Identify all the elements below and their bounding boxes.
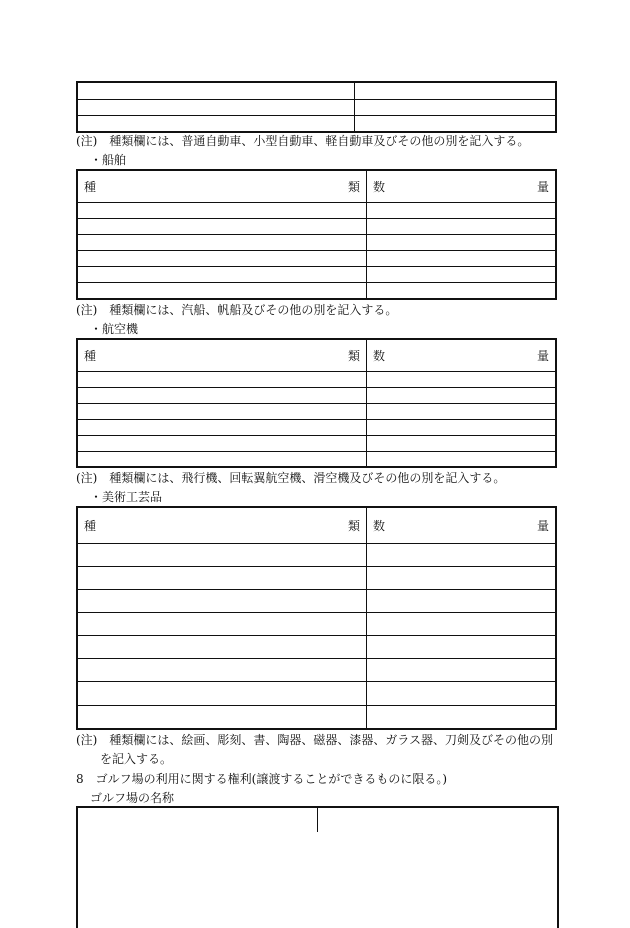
table-row: [77, 218, 556, 234]
golf-name-divider: [317, 808, 318, 832]
table-cell: [77, 387, 367, 403]
ships-note: (注) 種類欄には、汽船、帆船及びその他の別を記入する。: [76, 303, 398, 317]
table-cell: [367, 218, 557, 234]
kind-header: 種 類: [77, 170, 367, 202]
table-row: [77, 681, 556, 705]
table-cell: [77, 234, 367, 250]
table-row: [77, 234, 556, 250]
table-row: [77, 566, 556, 589]
table-cell: [77, 218, 367, 234]
table-cell: [77, 82, 355, 99]
table-row: [77, 115, 556, 132]
table-cell: [77, 115, 355, 132]
ships-table: [76, 169, 557, 300]
table-cell: [77, 419, 367, 435]
table-cell: [367, 387, 557, 403]
golf-name-heading: ゴルフ場の名称: [90, 791, 175, 805]
aircraft-heading: ・航空機: [90, 322, 139, 336]
quantity-header: 数 量: [367, 170, 557, 202]
kind-header: 種 類: [77, 339, 367, 371]
table-cell: [77, 403, 367, 419]
table-row: [77, 589, 556, 612]
table-cell: [367, 403, 557, 419]
table-cell: [355, 99, 557, 115]
table-row: [77, 507, 556, 543]
table-cell: [355, 115, 557, 132]
art-note-line2: を記入する。: [100, 752, 173, 766]
table-row: [77, 403, 556, 419]
table-cell: [367, 435, 557, 451]
table-cell: [367, 589, 557, 612]
table-cell: [77, 99, 355, 115]
table-row: [77, 282, 556, 299]
table-row: [77, 202, 556, 218]
table-cell: [367, 566, 557, 589]
table-cell: [367, 451, 557, 467]
table-row: [77, 635, 556, 658]
table-cell: [77, 635, 367, 658]
table-cell: [77, 612, 367, 635]
table-cell: [367, 371, 557, 387]
table-cell: [77, 681, 367, 705]
table-row: [77, 658, 556, 681]
table-cell: [355, 82, 557, 99]
table-cell: [77, 705, 367, 729]
table-cell: [77, 451, 367, 467]
table-cell: [77, 282, 367, 299]
vehicle-table: [76, 81, 557, 133]
table-cell: [77, 371, 367, 387]
table-cell: [367, 202, 557, 218]
table-row: [77, 451, 556, 467]
table-row: [77, 266, 556, 282]
table-row: [77, 543, 556, 566]
table-cell: [367, 612, 557, 635]
table-row: [77, 170, 556, 202]
table-row: [77, 99, 556, 115]
section8-title: 8 ゴルフ場の利用に関する権利(譲渡することができるものに限る。): [76, 772, 448, 786]
table-cell: [77, 543, 367, 566]
table-cell: [367, 635, 557, 658]
table-cell: [77, 566, 367, 589]
table-cell: [77, 266, 367, 282]
table-row: [77, 82, 556, 99]
art-table: [76, 506, 557, 730]
table-row: [77, 705, 556, 729]
quantity-header: 数 量: [367, 507, 557, 543]
table-cell: [77, 250, 367, 266]
table-row: [77, 387, 556, 403]
table-row: [77, 339, 556, 371]
table-cell: [367, 250, 557, 266]
table-row: [77, 250, 556, 266]
table-cell: [367, 681, 557, 705]
art-heading: ・美術工芸品: [90, 490, 163, 504]
table-cell: [77, 589, 367, 612]
table-row: [77, 419, 556, 435]
aircraft-note: (注) 種類欄には、飛行機、回転翼航空機、滑空機及びその他の別を記入する。: [76, 471, 506, 485]
table-cell: [367, 234, 557, 250]
aircraft-table: [76, 338, 557, 468]
table-cell: [367, 282, 557, 299]
table-cell: [367, 543, 557, 566]
kind-header: 種 類: [77, 507, 367, 543]
table-cell: [367, 266, 557, 282]
table-cell: [367, 419, 557, 435]
golf-name-box: [76, 806, 559, 928]
table-cell: [77, 658, 367, 681]
ships-heading: ・船舶: [90, 153, 127, 167]
table-cell: [77, 202, 367, 218]
table-row: [77, 612, 556, 635]
table-row: [77, 371, 556, 387]
vehicle-note: (注) 種類欄には、普通自動車、小型自動車、軽自動車及びその他の別を記入する。: [76, 134, 530, 148]
art-note-line1: (注) 種類欄には、絵画、彫刻、書、陶器、磁器、漆器、ガラス器、刀剣及びその他の別: [76, 733, 554, 747]
table-cell: [77, 435, 367, 451]
quantity-header: 数 量: [367, 339, 557, 371]
table-cell: [367, 705, 557, 729]
table-row: [77, 435, 556, 451]
table-cell: [367, 658, 557, 681]
